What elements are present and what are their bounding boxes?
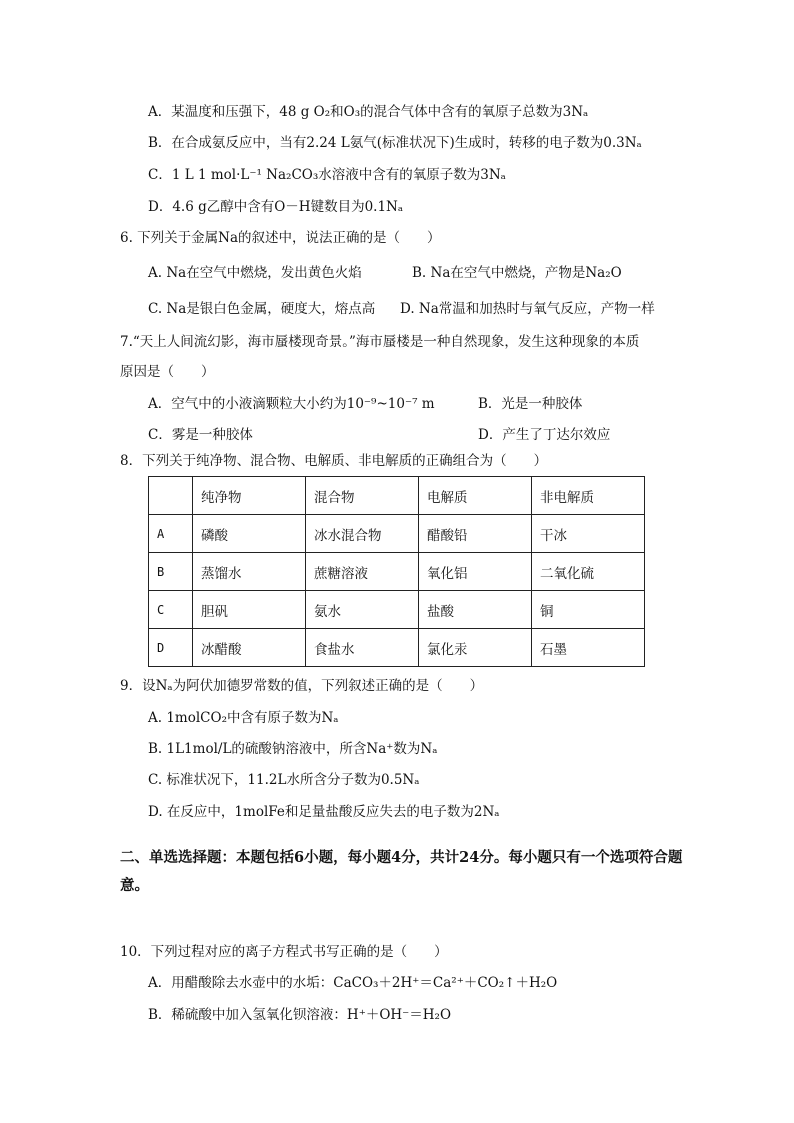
table-cell: 胆矾 <box>193 591 306 629</box>
table-cell: 二氧化硫 <box>532 553 645 591</box>
table-cell: 醋酸铅 <box>419 515 532 553</box>
q6-option-d: D. Na常温和加热时与氧气反应，产物一样 <box>400 301 655 317</box>
q9-option-a: A. 1molCO₂中含有原子数为Nₐ <box>148 710 339 726</box>
table-row <box>149 591 645 629</box>
q7-option-d: D．产生了丁达尔效应 <box>478 427 611 443</box>
table-header-cell <box>149 477 193 515</box>
q10-stem: 10．下列过程对应的离子方程式书写正确的是（ ） <box>120 944 448 960</box>
q8-stem: 8．下列关于纯净物、混合物、电解质、非电解质的正确组合为（ ） <box>120 453 548 469</box>
table-row <box>149 629 645 667</box>
table-header-row <box>149 477 645 515</box>
table-header-cell: 非电解质 <box>532 477 645 515</box>
table-cell: A <box>149 515 193 553</box>
q7-stem-line1: 7.“天上人间流幻影，海市蜃楼现奇景。”海市蜃楼是一种自然现象，发生这种现象的本质 <box>120 334 640 350</box>
q7-option-a: A．空气中的小液滴颗粒大小约为10⁻⁹~10⁻⁷ m <box>148 396 435 412</box>
table-header-cell: 电解质 <box>419 477 532 515</box>
table-header-cell: 混合物 <box>306 477 419 515</box>
q9-option-b: B. 1L1mol/L的硫酸钠溶液中，所含Na⁺数为Nₐ <box>148 741 438 757</box>
table-cell: 氧化铝 <box>419 553 532 591</box>
q9-stem: 9．设Nₐ为阿伏加德罗常数的值，下列叙述正确的是（ ） <box>120 678 484 694</box>
table-header-cell: 纯净物 <box>193 477 306 515</box>
q9-option-c: C. 标准状况下，11.2L水所含分子数为0.5Nₐ <box>148 772 420 788</box>
table-cell: 磷酸 <box>193 515 306 553</box>
section-heading-line1: 二、单选选择题：本题包括6小题，每小题4分，共计24分。每小题只有一个选项符合题 <box>120 849 683 866</box>
q7-option-c: C．雾是一种胶体 <box>148 427 253 443</box>
q5-option-b: B．在合成氨反应中，当有2.24 L氨气(标准状况下)生成时，转移的电子数为0.3Nₐ <box>148 135 642 151</box>
q9-option-d: D. 在反应中，1molFe和足量盐酸反应失去的电子数为2Nₐ <box>148 804 500 820</box>
table-cell: 蔗糖溶液 <box>306 553 419 591</box>
q6-option-b: B. Na在空气中燃烧，产物是Na₂O <box>412 265 622 281</box>
table-cell: B <box>149 553 193 591</box>
table-cell: 蒸馏水 <box>193 553 306 591</box>
table-cell: 铜 <box>532 591 645 629</box>
q7-stem-line2: 原因是（ ） <box>120 364 215 380</box>
table-cell: 干冰 <box>532 515 645 553</box>
q6-stem: 6. 下列关于金属Na的叙述中，说法正确的是（ ） <box>120 230 441 246</box>
q5-option-d: D．4.6 g乙醇中含有O－H键数目为0.1Nₐ <box>148 199 404 215</box>
table-row <box>149 515 645 553</box>
q10-option-a: A．用醋酸除去水壶中的水垢：CaCO₃＋2H⁺＝Ca²⁺＋CO₂↑＋H₂O <box>148 975 558 991</box>
q5-option-c: C．1 L 1 mol·L⁻¹ Na₂CO₃水溶液中含有的氧原子数为3Nₐ <box>148 167 506 183</box>
q6-option-a: A. Na在空气中燃烧，发出黄色火焰 <box>148 265 362 281</box>
table-cell: 冰水混合物 <box>306 515 419 553</box>
section-heading-line2: 意。 <box>120 877 149 894</box>
table-row <box>149 553 645 591</box>
table-cell: 冰醋酸 <box>193 629 306 667</box>
table-cell: 石墨 <box>532 629 645 667</box>
q7-option-b: B．光是一种胶体 <box>478 396 583 412</box>
table-cell: 氯化汞 <box>419 629 532 667</box>
table-cell: 食盐水 <box>306 629 419 667</box>
q10-option-b: B．稀硫酸中加入氢氧化钡溶液：H⁺＋OH⁻＝H₂O <box>148 1007 452 1023</box>
q6-option-c: C. Na是银白色金属，硬度大，熔点高 <box>148 301 376 317</box>
table-cell: C <box>149 591 193 629</box>
table-cell: D <box>149 629 193 667</box>
q5-option-a: A．某温度和压强下，48 g O₂和O₃的混合气体中含有的氧原子总数为3Nₐ <box>148 104 589 120</box>
table-cell: 氨水 <box>306 591 419 629</box>
q8-table <box>148 476 645 667</box>
table-cell: 盐酸 <box>419 591 532 629</box>
